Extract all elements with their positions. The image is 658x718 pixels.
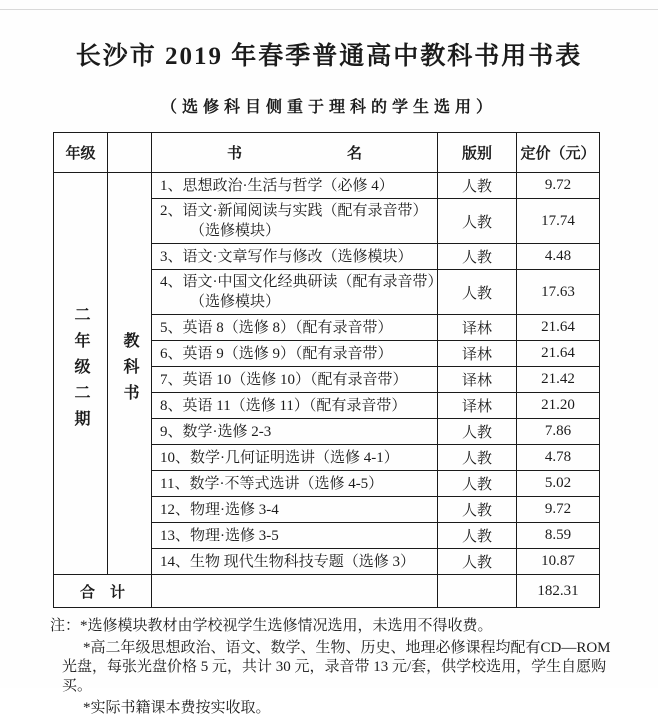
book-name-cell [152,315,438,341]
publisher-cell: 人教 [438,173,517,199]
header-book-name: 书 名 [152,133,438,173]
book-name-cell [152,445,438,471]
book-name-cell [152,549,438,575]
book-name-cell [152,523,438,549]
textbook-table [53,132,600,608]
publisher-cell: 人教 [438,445,517,471]
price-cell: 21.42 [517,367,600,393]
publisher-cell: 译林 [438,341,517,367]
book-name-cell [152,244,438,270]
category-cell [108,173,152,575]
book-name-cell [152,497,438,523]
price-cell: 9.72 [517,173,600,199]
price-cell: 17.63 [517,270,600,315]
book-name-text: 7、英语 10（选修 10）（配有录音带） [160,371,408,388]
price-cell: 4.48 [517,244,600,270]
book-name-text: 9、数学·选修 2-3 [160,423,272,440]
total-empty-name-cell [152,575,438,608]
publisher-cell: 人教 [438,471,517,497]
book-name-text: 2、语文·新闻阅读与实践（配有录音带） [160,203,428,219]
publisher-cell: 人教 [438,270,517,315]
header-grade: 年级 [54,133,108,173]
total-row [54,575,600,608]
table-row [54,173,600,199]
publisher-cell: 人教 [438,549,517,575]
book-name-cell [152,341,438,367]
header-price: 定价（元） [517,133,600,173]
book-name-cell [152,173,438,199]
book-name-cell [152,471,438,497]
book-name-text: 5、英语 8（选修 8）（配有录音带） [160,319,393,336]
book-name-text: 1、思想政治·生活与哲学（必修 4） [160,177,394,194]
header-publisher: 版别 [438,133,517,173]
book-name-cell [152,367,438,393]
book-name-cell [152,393,438,419]
publisher-cell: 人教 [438,199,517,244]
note-line-1 [50,617,620,636]
total-empty-publisher-cell [438,575,517,608]
grade-cell [54,173,108,575]
total-price-cell: 182.31 [517,575,600,608]
book-name-text: 8、英语 11（选修 11）（配有录音带） [160,397,407,414]
price-cell: 21.20 [517,393,600,419]
page-title: 长沙市 2019 年春季普通高中教科书用书表 [75,43,583,70]
book-name-text: 4、语文·中国文化经典研读（配有录音带） [160,274,443,290]
book-name-text: 11、数学·不等式选讲（选修 4-5） [160,475,384,492]
publisher-cell: 人教 [438,523,517,549]
book-name-text: 14、生物 现代生物科技专题（选修 3） [160,553,416,570]
publisher-cell: 译林 [438,315,517,341]
price-cell: 9.72 [517,497,600,523]
total-label-cell: 合 计 [54,575,152,608]
price-cell: 5.02 [517,471,600,497]
header-category [108,133,152,173]
grade-vertical-label: 二年级二期 [72,306,89,436]
publisher-cell: 译林 [438,393,517,419]
book-name-cell [152,419,438,445]
notes-section [50,617,620,718]
book-name-cell [152,270,443,315]
table-header-row [54,133,600,173]
book-name-text: 10、数学·几何证明选讲（选修 4-1） [160,449,399,466]
book-name-text: 12、物理·选修 3-4 [160,501,279,518]
note-item: *实际书籍课本费按实收取。 [83,700,271,716]
book-name-text: 3、语文·文章写作与修改（选修模块） [160,248,413,265]
price-cell: 21.64 [517,341,600,367]
price-cell: 7.86 [517,419,600,445]
top-divider [0,9,658,10]
page-subtitle: （选修科目侧重于理科的学生选用） [160,99,497,116]
book-name-text: 6、英语 9（选修 9）（配有录音带） [160,345,393,362]
price-cell: 8.59 [517,523,600,549]
price-cell: 10.87 [517,549,600,575]
book-name-cell [152,199,438,244]
price-cell: 4.78 [517,445,600,471]
price-cell: 17.74 [517,199,600,244]
note-item: *选修模块教材由学校视学生选修情况选用，未选用不得收费。 [80,618,493,634]
category-vertical-label: 教科书 [121,332,138,410]
book-name-text-line2: （选修模块） [190,294,281,310]
publisher-cell: 译林 [438,367,517,393]
note-item: *高二年级思想政治、语文、数学、生物、历史、地理必修课程均配有CD—ROM 光盘，每张光盘价格 5 元，共计 30 元，录音带 13 元/套，供学校选用，学生自愿购买。 [62,640,611,694]
publisher-cell: 人教 [438,497,517,523]
publisher-cell: 人教 [438,419,517,445]
note-prefix: 注： [50,618,81,634]
book-name-text-line2: （选修模块） [190,223,281,239]
table-body [54,173,600,575]
publisher-cell: 人教 [438,244,517,270]
price-cell: 21.64 [517,315,600,341]
book-name-text: 13、物理·选修 3-5 [160,527,279,544]
